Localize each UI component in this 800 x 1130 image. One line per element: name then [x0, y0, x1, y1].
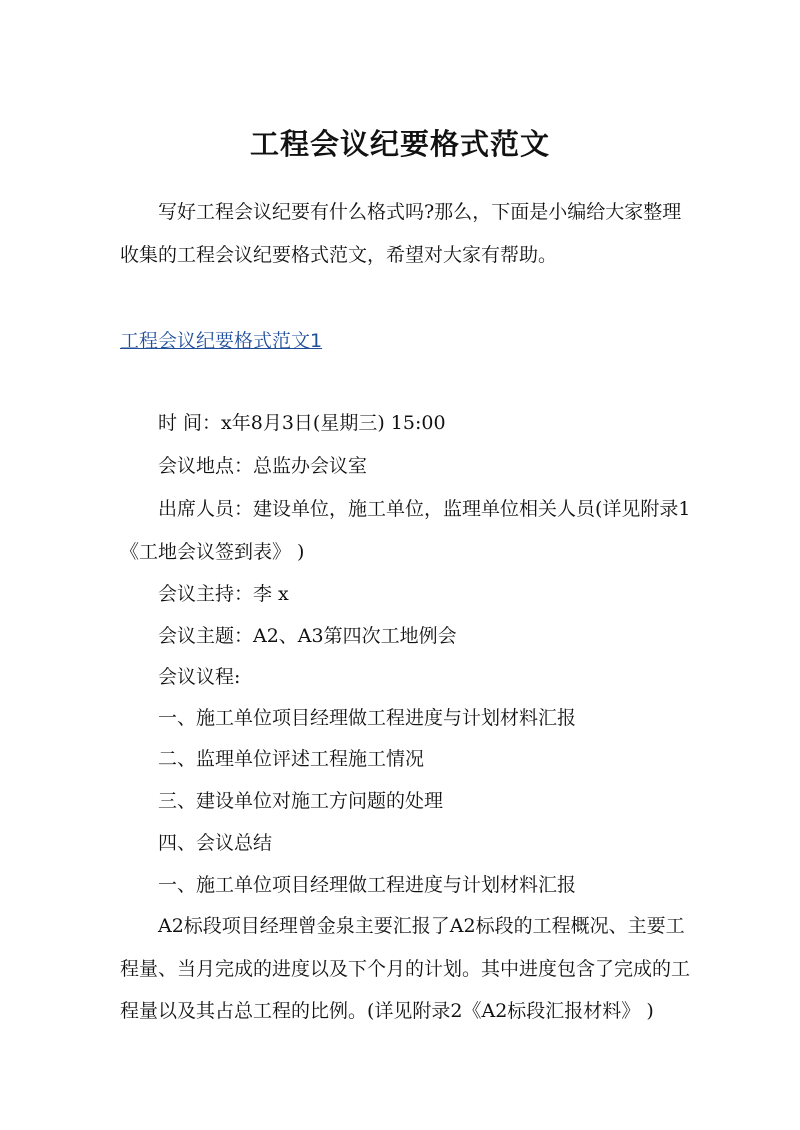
section-one-heading: 一、施工单位项目经理做工程进度与计划材料汇报	[158, 874, 577, 896]
meeting-attendees-cont: 《工地会议签到表》 )	[120, 541, 305, 563]
agenda-item-1: 一、施工单位项目经理做工程进度与计划材料汇报	[158, 707, 577, 729]
meeting-attendees: 出席人员：建设单位，施工单位，监理单位相关人员(详见附录1	[158, 498, 691, 520]
report-paragraph-line-2: 程量、当月完成的进度以及下个月的计划。其中进度包含了完成的工	[120, 958, 691, 980]
agenda-item-4: 四、会议总结	[158, 832, 273, 854]
meeting-location: 会议地点：总监办会议室	[158, 455, 368, 477]
intro-line-1: 写好工程会议纪要有什么格式吗?那么，下面是小编给大家整理	[158, 201, 682, 223]
agenda-item-2: 二、监理单位评述工程施工情况	[158, 748, 425, 770]
agenda-item-3: 三、建设单位对施工方问题的处理	[158, 790, 444, 812]
section-heading-link[interactable]: 工程会议纪要格式范文1	[120, 330, 323, 352]
report-paragraph-line-1: A2标段项目经理曾金泉主要汇报了A2标段的工程概况、主要工	[158, 915, 685, 937]
report-paragraph-line-3: 程量以及其占总工程的比例。(详见附录2《A2标段汇报材料》 )	[120, 1000, 654, 1022]
meeting-host: 会议主持：李 x	[158, 583, 289, 605]
meeting-time: 时 间：x年8月3日(星期三) 15:00	[158, 412, 446, 434]
agenda-heading: 会议议程:	[158, 666, 241, 688]
document-title: 工程会议纪要格式范文	[249, 127, 550, 161]
intro-line-2: 收集的工程会议纪要格式范文，希望对大家有帮助。	[120, 244, 558, 266]
meeting-topic: 会议主题：A2、A3第四次工地例会	[158, 625, 457, 647]
